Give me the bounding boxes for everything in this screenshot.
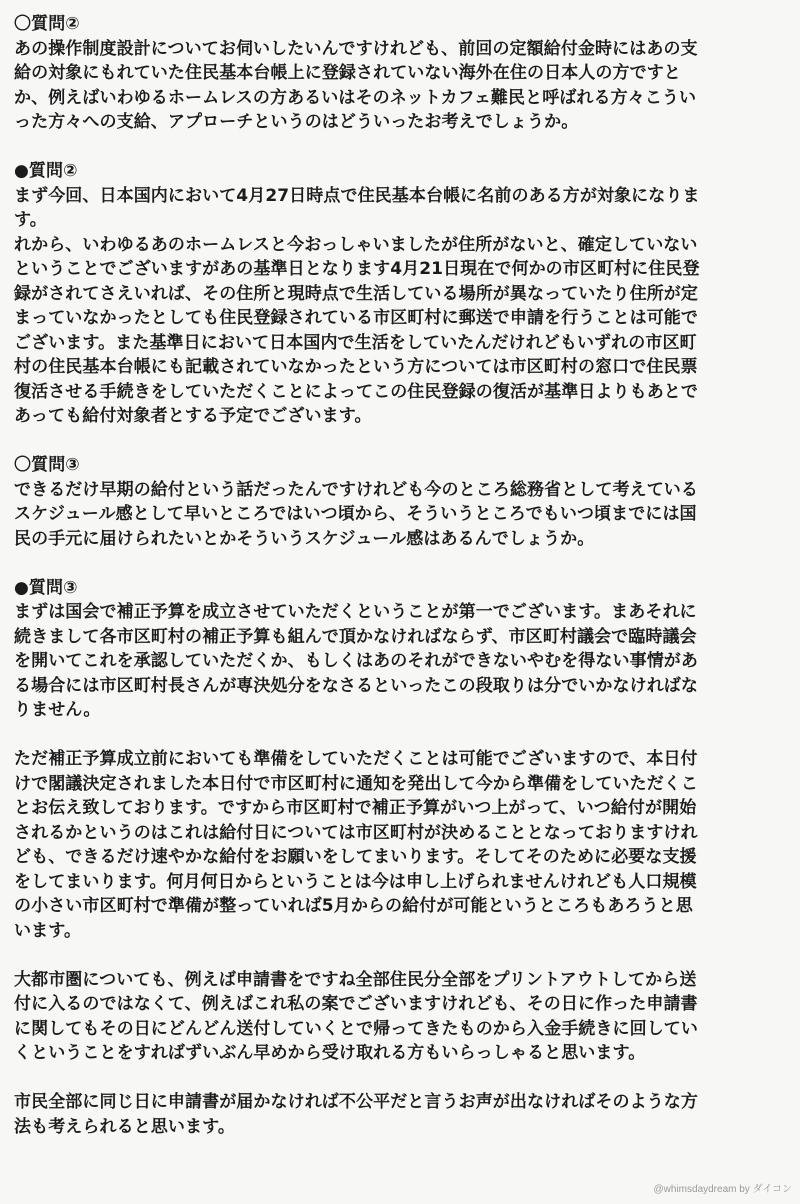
text-line: まず今回、日本国内において4月27日時点で住民基本台帳に名前のある方が対象になりま: [14, 185, 700, 206]
text-line: の小さい市区町村で準備が整っていれば5月からの給付が可能というところもあろうと思: [14, 896, 693, 916]
question-heading: 〇質問③: [14, 455, 80, 475]
text-line: 大都市圏についても、例えば申請書をですね全部住民分全部をプリントアウトしてから送: [14, 969, 697, 990]
text-line: あっても給付対象者とする予定でございます。: [14, 406, 372, 426]
text-line: 民の手元に届けられたいとかそういうスケジュール感はあるんでしょうか。: [14, 528, 595, 549]
text-line: 法も考えられると思います。: [14, 1116, 235, 1137]
text-line: あの操作制度設計についてお伺いしたいんですけれども、前回の定額給付金時にはあの支: [14, 38, 698, 59]
text-line: った方々への支給、アプローチというのはどういったお考えでしょうか。: [14, 112, 579, 132]
text-line: ただ補正予算成立前においても準備をしていただくことは可能でございますので、本日付: [14, 749, 698, 769]
paragraph-spacer: [14, 135, 790, 160]
text-line: る場合には市区町村長さんが専決処分をなさるといったこの段取りは分でいかなければな: [14, 675, 698, 696]
text-line: 村の住民基本台帳にも記載されていなかったという方については市区町村の窓口で住民票: [14, 357, 698, 377]
watermark-credit: @whimsdaydream by ダイコン: [653, 1184, 792, 1195]
text-line: されるかというのはこれは給付日については市区町村が決めることとなっておりますけれ: [14, 822, 698, 843]
text-line: か、例えばいわゆるホームレスの方あるいはそのネットカフェ難民と呼ばれる方々こうい: [14, 87, 697, 108]
text-line: とお伝え致しております。ですから市区町村で補正予算がいつ上がって、いつ給付が開始: [14, 798, 697, 818]
text-line: ございます。また基準日において日本国内で生活をしていたんだけれどもいずれの市区町: [14, 332, 697, 353]
question-heading: 〇質問②: [14, 14, 80, 34]
paragraph-spacer: [14, 429, 790, 454]
text-line: 録がされてさえいれば、その住所と現時点で生活している場所が異なっていたり住所が定: [14, 283, 698, 304]
paragraph-spacer: [14, 1066, 790, 1091]
text-line: りません。: [14, 700, 101, 720]
text-line: す。: [14, 210, 47, 230]
paragraph-spacer: [14, 551, 790, 576]
text-line: います。: [14, 920, 82, 941]
text-line: けで閣議決定されました本日付で市区町村に通知を発出して今から準備をしていただくこ: [14, 773, 698, 794]
text-line: くということをすればずいぶん早めから受け取れる方もいらっしゃると思います。: [14, 1043, 646, 1063]
text-line: まずは国会で補正予算を成立させていただくということが第一でございます。まあそれに: [14, 602, 697, 622]
text-line: できるだけ早期の給付という話だったんですけれども今のところ総務省として考えている: [14, 479, 698, 500]
text-line: れから、いわゆるあのホームレスと今おっしゃいましたが住所がないと、確定していない: [14, 234, 698, 255]
text-line: スケジュール感として早いところではいつ頃から、そういうところでもいつ頃までには国: [14, 504, 697, 524]
text-line: を開いてこれを承認していただくか、もしくはあのそれができないやむを得ない事情があ: [14, 651, 698, 671]
transcript-document: [14, 12, 790, 1192]
question-heading: ●質問③: [14, 577, 78, 598]
text-line: まっていなかったとしても住民登録されている市区町村に郵送で申請を行うことは可能で: [14, 308, 698, 328]
question-heading: ●質問②: [14, 161, 78, 181]
text-line: 続きまして各市区町村の補正予算も組んで頂かなければならず、市区町村議会で臨時議会: [14, 626, 697, 647]
text-line: 市民全部に同じ日に申請書が届かなければ不公平だと言うお声が出なければそのような方: [14, 1092, 698, 1112]
text-line: 付に入るのではなくて、例えばこれ私の案でございますけれども、その日に作った申請書: [14, 994, 698, 1014]
text-line: 給の対象にもれていた住民基本台帳上に登録されていない海外在住の日本人の方ですと: [14, 63, 681, 83]
text-line: をしてまいります。何月何日からということは今は申し上げられませんけれども人口規模: [14, 871, 697, 892]
text-line: ということでございますがあの基準日となります4月21日現在で何かの市区町村に住民登: [14, 259, 700, 279]
text-line: に関してもその日にどんどん送付していくとで帰ってきたものから入金手続きに回してい: [14, 1018, 698, 1039]
paragraph-spacer: [14, 723, 790, 748]
text-line: 復活させる手続きをしていただくことによってこの住民登録の復活が基準日よりもあとで: [14, 381, 698, 402]
text-line: ども、できるだけ速やかな給付をお願いをしてまいります。そしてそのために必要な支援: [14, 847, 697, 867]
paragraph-spacer: [14, 943, 790, 968]
